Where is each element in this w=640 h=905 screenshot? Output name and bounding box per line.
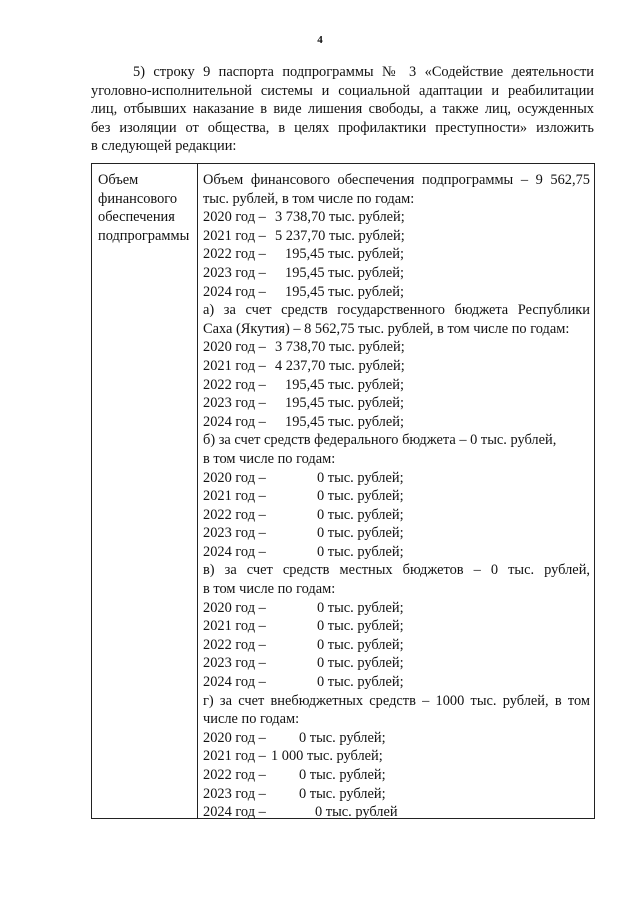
year-row: 2024 год – 0 тыс. рублей;: [203, 674, 404, 691]
label-line: обеспечения: [98, 209, 175, 226]
label-line: подпрограммы: [98, 227, 190, 244]
year-row: 2021 год – 1 000 тыс. рублей;: [203, 748, 383, 765]
year-row: 2020 год – 3 738,70 тыс. рублей;: [203, 209, 405, 226]
total-line: Объем финансового обеспечения подпрограммы – 9 562,75: [203, 172, 590, 188]
intro-line: без изоляции от общества, в целях профилактики преступности» изложить: [91, 119, 594, 136]
state-line: а) за счет средств государственного бюджета Республики: [203, 302, 590, 319]
label-line: Объем: [98, 172, 139, 188]
table-value-cell: [198, 164, 594, 821]
year-row: 2023 год – 0 тыс. рублей;: [203, 525, 404, 542]
extra-line: числе по годам:: [203, 711, 300, 728]
federal-line: в том числе по годам:: [203, 450, 336, 467]
year-row: 2024 год – 0 тыс. рублей: [203, 804, 398, 821]
year-row: 2022 год – 0 тыс. рублей;: [203, 506, 404, 523]
year-row: 2024 год – 195,45 тыс. рублей;: [203, 413, 404, 430]
year-row: 2021 год – 4 237,70 тыс. рублей;: [203, 357, 405, 374]
year-row: 2024 год – 195,45 тыс. рублей;: [203, 283, 404, 300]
year-row: 2021 год – 0 тыс. рублей;: [203, 618, 404, 635]
year-row: 2022 год – 0 тыс. рублей;: [203, 636, 404, 653]
year-row: 2022 год – 195,45 тыс. рублей;: [203, 376, 404, 393]
federal-line: б) за счет средств федерального бюджета – 0 тыс. рублей,: [203, 432, 557, 449]
year-row: 2020 год – 0 тыс. рублей;: [203, 469, 404, 486]
year-row: 2021 год – 5 237,70 тыс. рублей;: [203, 227, 405, 244]
year-row: 2020 год – 3 738,70 тыс. рублей;: [203, 339, 405, 356]
year-row: 2023 год – 0 тыс. рублей;: [203, 655, 404, 672]
state-line: Саха (Якутия) – 8 562,75 тыс. рублей, в том числе по годам:: [203, 320, 570, 337]
year-row: 2020 год – 0 тыс. рублей;: [203, 729, 386, 746]
year-row: 2022 год – 0 тыс. рублей;: [203, 767, 386, 783]
year-row: 2023 год – 195,45 тыс. рублей;: [203, 395, 404, 412]
year-row: 2023 год – 0 тыс. рублей;: [203, 785, 386, 802]
intro-line: лиц, отбывших наказание в виде лишения свободы, а также лиц, осужденных: [91, 101, 594, 118]
intro-line: в следующей редакции:: [91, 138, 237, 155]
year-row: 2024 год – 0 тыс. рублей;: [203, 543, 404, 560]
local-line: в) за счет средств местных бюджетов – 0 тыс. рублей,: [203, 562, 590, 579]
label-line: финансового: [98, 190, 178, 207]
passport-table: [91, 163, 595, 819]
page-number: 4: [317, 34, 323, 46]
intro-paragraph: [91, 63, 594, 156]
intro-line: 5) строку 9 паспорта подпрограммы № 3 «Содействие деятельности: [133, 64, 594, 80]
extra-line: г) за счет внебюджетных средств – 1000 тыс. рублей, в том: [203, 692, 590, 709]
local-line: в том числе по годам:: [203, 581, 336, 598]
year-row: 2022 год – 195,45 тыс. рублей;: [203, 246, 404, 263]
year-row: 2021 год – 0 тыс. рублей;: [203, 488, 404, 505]
total-line: тыс. рублей, в том числе по годам:: [203, 190, 415, 207]
year-row: 2020 год – 0 тыс. рублей;: [203, 599, 404, 616]
table-label-cell: [92, 164, 198, 818]
intro-line: уголовно-исполнительной системы и социальной адаптации и реабилитации: [91, 82, 594, 99]
year-row: 2023 год – 195,45 тыс. рублей;: [203, 264, 404, 281]
